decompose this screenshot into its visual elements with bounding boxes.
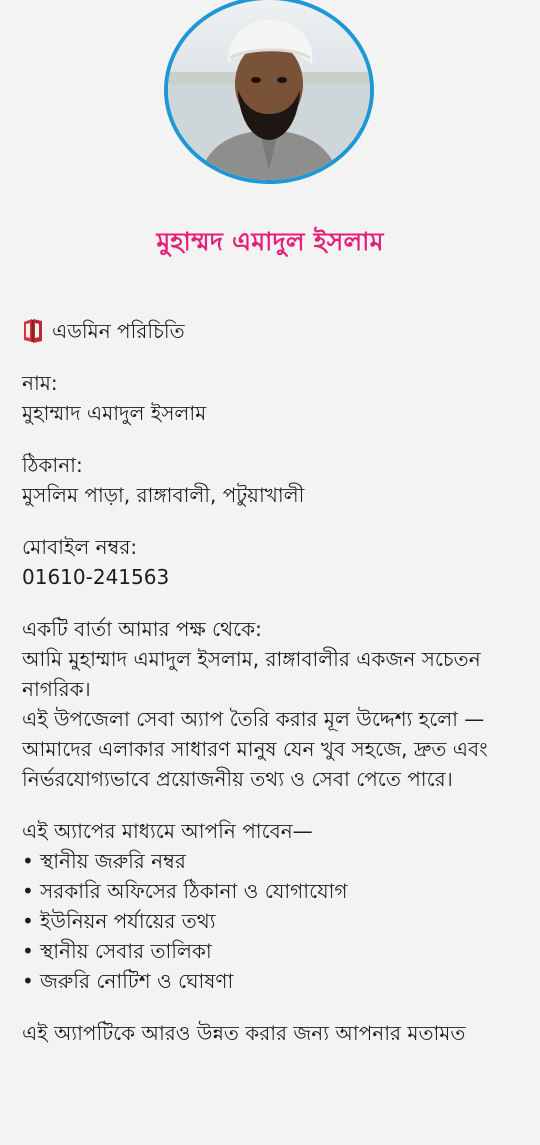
bullet-dot: •	[22, 969, 34, 993]
bullet-dot: •	[22, 849, 34, 873]
list-item	[22, 906, 518, 936]
address-value: মুসলিম পাড়া, রাঙ্গাবালী, পটুয়াখালী	[22, 483, 305, 507]
bullet-dot: •	[22, 909, 34, 933]
list-item	[22, 966, 518, 996]
list-item-label: স্থানীয় জরুরি নম্বর	[40, 849, 186, 873]
list-item-label: সরকারি অফিসের ঠিকানা ও যোগাযোগ	[40, 879, 348, 903]
message-line-1: আমি মুহাম্মাদ এমাদুল ইসলাম, রাঙ্গাবালীর একজন সচেতন নাগরিক।	[22, 647, 481, 701]
mobile-label: মোবাইল নম্বর:	[22, 535, 138, 559]
message-line-2: এই উপজেলা সেবা অ্যাপ তৈরি করার মূল উদ্দেশ্য হলো —	[22, 707, 485, 731]
bullet-dot: •	[22, 879, 34, 903]
name-value: মুহাম্মাদ এমাদুল ইসলাম	[22, 401, 207, 425]
list-item-label: স্থানীয় সেবার তালিকা	[40, 939, 212, 963]
footer-text: এই অ্যাপটিকে আরও উন্নত করার জন্য আপনার মতামত	[22, 1021, 466, 1045]
message-line-3: আমাদের এলাকার সাধারণ মানুষ যেন খুব সহজে, দ্রুত এবং নির্ভরযোগ্যভাবে প্রয়োজনীয় তথ্য ও সেবা পেতে পারে।	[22, 737, 488, 791]
section-heading: এডমিন পরিচিতি	[52, 319, 185, 343]
address-label: ঠিকানা:	[22, 453, 83, 477]
features-heading: এই অ্যাপের মাধ্যমে আপনি পাবেন—	[22, 819, 313, 843]
list-item-label: ইউনিয়ন পর্যায়ের তথ্য	[40, 909, 216, 933]
admin-info-content	[22, 316, 518, 1048]
book-icon	[22, 318, 44, 344]
message-heading: একটি বার্তা আমার পক্ষ থেকে:	[22, 617, 262, 641]
list-item	[22, 846, 518, 876]
list-item	[22, 936, 518, 966]
list-item	[22, 876, 518, 906]
profile-photo-icon	[168, 0, 370, 180]
section-heading-row	[22, 316, 518, 346]
profile-name-title: মুহাম্মদ এমাদুল ইসলাম	[156, 227, 384, 256]
profile-photo-frame	[164, 0, 376, 178]
bullet-dot: •	[22, 939, 34, 963]
profile-photo	[164, 0, 374, 184]
mobile-value: 01610-241563	[22, 565, 170, 589]
list-item-label: জরুরি নোটিশ ও ঘোষণা	[40, 969, 234, 993]
name-label: নাম:	[22, 371, 58, 395]
